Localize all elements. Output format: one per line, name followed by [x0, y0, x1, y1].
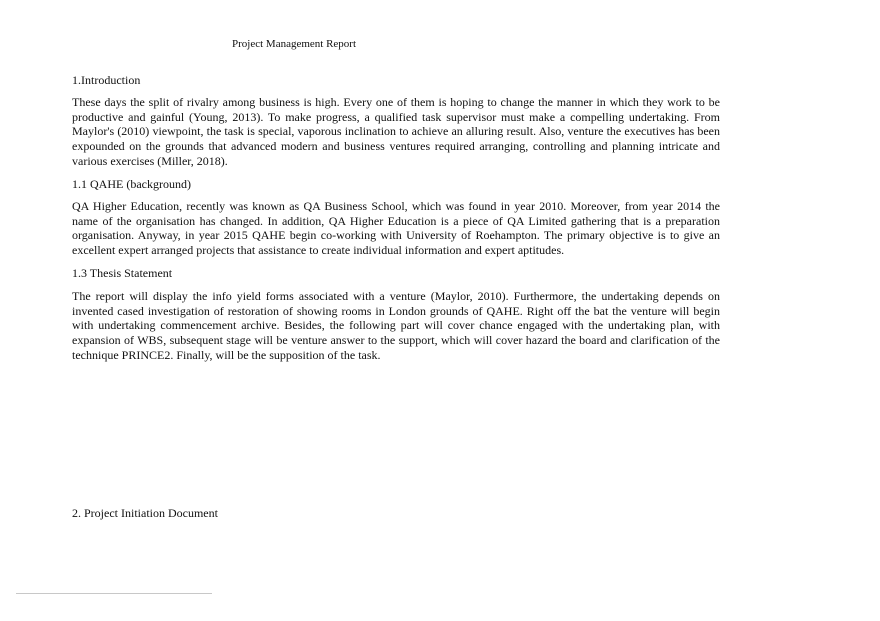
introduction-paragraph: These days the split of rivalry among business is high. Every one of them is hoping to change the manner in which they work to be productive and gainful (Young, 2013). To make progress, a qualified task supervisor must make a compelling undertaking. From Maylor's (2010) viewpoint, the task is special, vaporous inclination to achieve an alluring result. Also, venture the executives has been expounded on the grounds that advanced modern and business ventures required arranging, controlling and planning intricate and various exercises (Miller, 2018). — [72, 95, 720, 168]
footnote-separator — [16, 593, 212, 594]
project-initiation-document-heading: 2. Project Initiation Document — [72, 506, 218, 520]
qahe-background-paragraph: QA Higher Education, recently was known as QA Business School, which was found in year 2010. Moreover, from year 2014 the name of the organisation has changed. In addition, QA Higher Education is a piece of QA Limited gathering that is a preparation organisation. Anyway, in year 2015 QAHE begin co-working with University of Roehampton. The primary objective is to give an excellent expert arranged projects that assistance to create individual information and expert aptitudes. — [72, 199, 720, 258]
document-title: Project Management Report — [232, 38, 357, 50]
thesis-statement-heading: 1.3 Thesis Statement — [72, 266, 173, 280]
thesis-statement-paragraph: The report will display the info yield forms associated with a venture (Maylor, 2010). Furthermore, the undertaking depends on invented cased investigation of restoration of showing rooms in London grounds of QAHE. Right off the bat the venture will begin with undertaking commencement archive. Besides, the following part will cover chance engaged with the undertaking plan, with expansion of WBS, subsequent stage will be venture answer to the support, which will cover hazard the board and clarification of the technique PRINCE2. Finally, will be the supposition of the task. — [72, 289, 720, 362]
qahe-background-heading: 1.1 QAHE (background) — [72, 177, 191, 191]
introduction-heading: 1.Introduction — [72, 73, 141, 87]
